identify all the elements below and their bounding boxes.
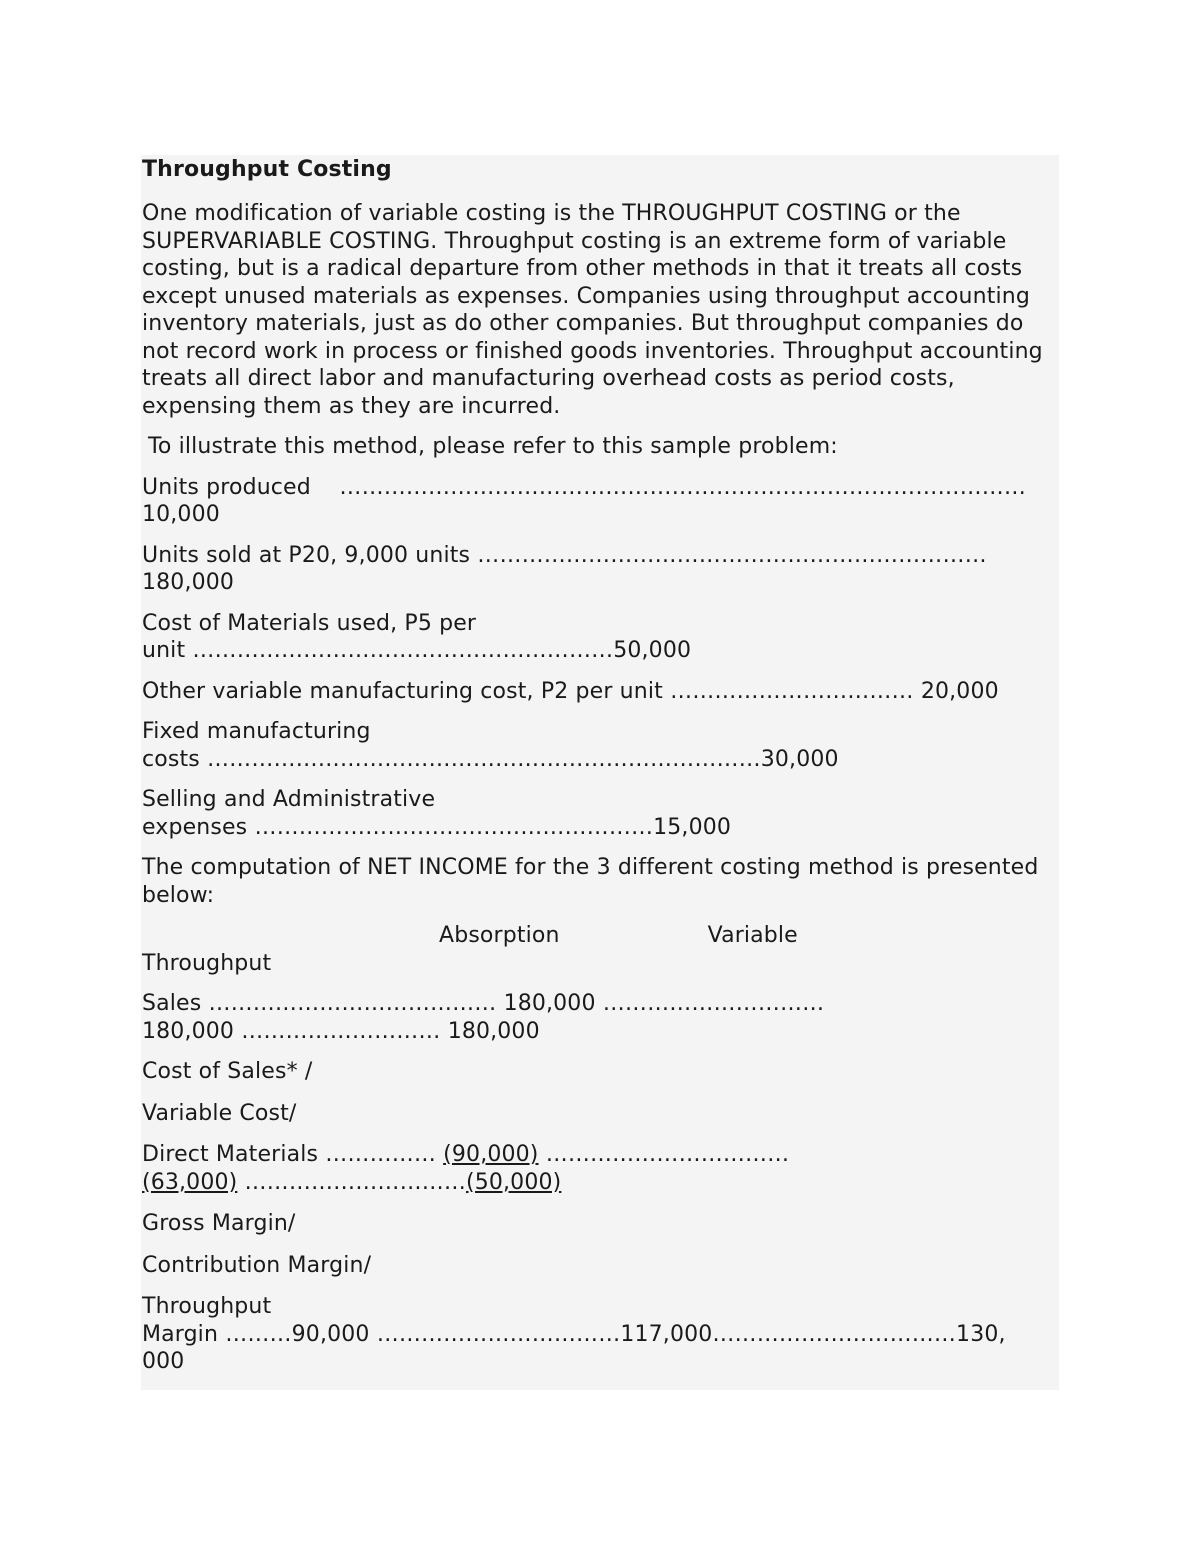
row-dots: ………………………… [602, 991, 825, 1016]
problem-value: 180,000 [142, 570, 235, 595]
problem-dots: ………………………………………………………………………………… [339, 474, 1027, 500]
row-label: Sales [142, 991, 202, 1016]
problem-line-fixed [142, 718, 1058, 773]
row-dots: ……………………… [241, 1018, 441, 1044]
problem-label: Cost of Materials used, P5 per [142, 610, 477, 636]
dm-absorption-value: (90,000) [443, 1142, 539, 1167]
gross-margin-label: Gross Margin/ [142, 1211, 296, 1236]
document-body [142, 155, 1058, 1376]
sales-variable-value: 180,000 [142, 1018, 235, 1044]
direct-materials-row [142, 1141, 1058, 1196]
row-dots: ………………………………… [208, 991, 497, 1016]
problem-label: Units sold at P20, 9,000 units [142, 542, 471, 568]
problem-label: Selling and Administrative [142, 787, 436, 812]
contribution-margin-label: Contribution Margin/ [142, 1252, 372, 1278]
problem-label: Other variable manufacturing cost, P2 per unit [142, 678, 663, 704]
row-dots: ……… [225, 1321, 292, 1347]
row-dots: …………………………… [712, 1321, 957, 1347]
dm-throughput-value: (50,000) [466, 1169, 562, 1195]
column-variable: Variable [707, 923, 798, 948]
problem-label-cont: expenses [142, 814, 248, 840]
tm-absorption-value: 90,000 [291, 1321, 370, 1347]
row-dots: …………………………… [545, 1142, 790, 1167]
problem-line-other-variable [142, 678, 1058, 706]
problem-line-units-sold [142, 542, 1058, 597]
problem-dots: …………………………… [670, 678, 914, 704]
row-dots: …………… [325, 1142, 437, 1167]
problem-line-materials [142, 610, 1058, 665]
problem-label-cont: unit [142, 638, 186, 663]
variable-cost-label: Variable Cost/ [142, 1100, 297, 1126]
problem-value: 10,000 [142, 502, 220, 527]
column-absorption: Absorption [439, 923, 560, 948]
row-dots: ………………………… [244, 1169, 467, 1195]
intro-paragraph: One modification of variable costing is the THROUGHPUT COSTING or the SUPERVARIABLE COSTING. Throughput costing is an extreme form of variable costing, but is a radical departure from other methods in that it treats all costs except unused materials as expenses. Companies using throughput accounting inventory materials, just as do other companies. But throughput companies do not record work in process or finished goods inventories. Throughput accounting treats all direct labor and manufacturing overhead costs as period costs, expensing them as they are incurred. [142, 201, 1050, 419]
problem-label: Units produced [142, 474, 311, 500]
sales-absorption-value: 180,000 [503, 991, 596, 1016]
problem-dots: ……………………………………………… [254, 814, 654, 840]
problem-value: 15,000 [653, 814, 732, 840]
problem-line-units-produced [142, 474, 1058, 529]
column-throughput: Throughput [142, 950, 272, 976]
sales-row [142, 990, 1058, 1045]
problem-line-selling [142, 786, 1058, 841]
tm-variable-value: 117,000 [620, 1321, 713, 1347]
row-label-cont: Margin [142, 1321, 219, 1347]
document-title: Throughput Costing [142, 157, 392, 182]
problem-dots: ………………………………………………………………… [207, 746, 761, 772]
problem-value: 50,000 [613, 638, 692, 663]
illustrate-line: To illustrate this method, please refer to this sample problem: [148, 434, 838, 459]
problem-dots: …………………………………………………………… [477, 542, 987, 568]
problem-label: Fixed manufacturing [142, 719, 371, 744]
tm-throughput-value-part2: 000 [142, 1349, 185, 1374]
throughput-margin-row [142, 1293, 1058, 1376]
cost-of-sales-label: Cost of Sales* / [142, 1059, 313, 1084]
row-dots: …………………………… [376, 1321, 621, 1347]
row-label: Direct Materials [142, 1142, 319, 1167]
column-headers [142, 922, 1058, 977]
computation-intro: The computation of NET INCOME for the 3 different costing method is presented below: [142, 855, 1046, 908]
dm-variable-value: (63,000) [142, 1169, 238, 1195]
problem-value: 30,000 [760, 746, 839, 772]
tm-throughput-value-part1: 130, [956, 1321, 1006, 1347]
sales-throughput-value: 180,000 [447, 1018, 540, 1044]
row-label: Throughput [142, 1294, 272, 1319]
problem-dots: ………………………………………………… [192, 638, 614, 663]
problem-value: 20,000 [920, 678, 999, 704]
problem-label-cont: costs [142, 746, 200, 772]
